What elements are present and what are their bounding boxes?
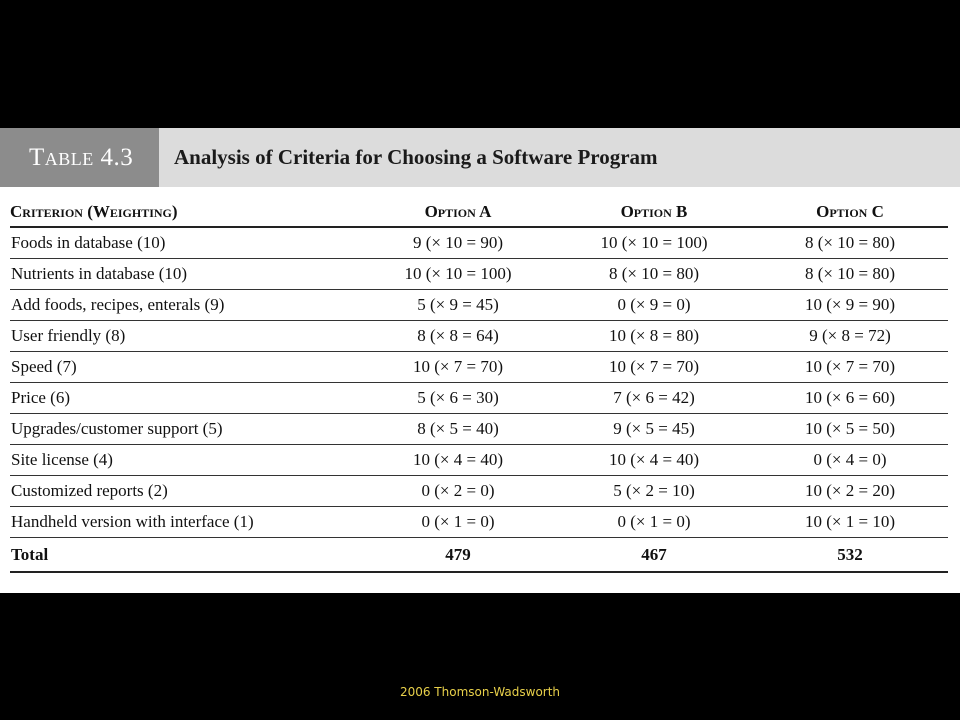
total-option-b: 467 [556,538,752,573]
table-label: Table 4.3 [0,128,159,187]
table-row [10,259,948,290]
row-option-a: 10 (× 4 = 40) [360,445,556,476]
row-option-c: 10 (× 1 = 10) [752,507,948,538]
criteria-table [10,198,948,573]
total-label: Total [10,538,360,573]
header-option-a: Option A [360,198,556,227]
row-option-c: 9 (× 8 = 72) [752,321,948,352]
row-criterion: Price (6) [10,383,360,414]
row-criterion: Foods in database (10) [10,227,360,259]
row-criterion: Handheld version with interface (1) [10,507,360,538]
row-option-c: 0 (× 4 = 0) [752,445,948,476]
total-option-c: 532 [752,538,948,573]
header-option-b: Option B [556,198,752,227]
slide-card [0,128,960,593]
row-criterion: User friendly (8) [10,321,360,352]
row-option-b: 10 (× 4 = 40) [556,445,752,476]
row-option-a: 8 (× 8 = 64) [360,321,556,352]
row-option-b: 5 (× 2 = 10) [556,476,752,507]
total-option-a: 479 [360,538,556,573]
table-title: Analysis of Criteria for Choosing a Software Program [174,145,658,169]
row-option-c: 10 (× 9 = 90) [752,290,948,321]
table-row [10,321,948,352]
row-option-c: 8 (× 10 = 80) [752,259,948,290]
row-option-c: 10 (× 6 = 60) [752,383,948,414]
row-option-b: 0 (× 9 = 0) [556,290,752,321]
row-option-c: 10 (× 2 = 20) [752,476,948,507]
row-criterion: Site license (4) [10,445,360,476]
table-row [10,445,948,476]
row-option-a: 10 (× 7 = 70) [360,352,556,383]
row-option-b: 8 (× 10 = 80) [556,259,752,290]
row-option-b: 10 (× 10 = 100) [556,227,752,259]
row-option-a: 9 (× 10 = 90) [360,227,556,259]
row-option-c: 10 (× 7 = 70) [752,352,948,383]
row-criterion: Add foods, recipes, enterals (9) [10,290,360,321]
row-option-c: 10 (× 5 = 50) [752,414,948,445]
table-row [10,352,948,383]
row-criterion: Speed (7) [10,352,360,383]
table-row [10,290,948,321]
header-option-c: Option C [752,198,948,227]
table-row [10,476,948,507]
row-option-b: 0 (× 1 = 0) [556,507,752,538]
total-row [10,538,948,573]
row-option-b: 7 (× 6 = 42) [556,383,752,414]
row-criterion: Upgrades/customer support (5) [10,414,360,445]
row-option-a: 5 (× 6 = 30) [360,383,556,414]
header-criterion: Criterion (Weighting) [10,198,360,227]
table-row [10,507,948,538]
row-option-a: 8 (× 5 = 40) [360,414,556,445]
table-row [10,414,948,445]
copyright-footer: 2006 Thomson-Wadsworth [399,685,561,699]
row-option-a: 5 (× 9 = 45) [360,290,556,321]
row-option-b: 10 (× 8 = 80) [556,321,752,352]
title-bar [0,128,960,187]
row-option-b: 9 (× 5 = 45) [556,414,752,445]
row-criterion: Nutrients in database (10) [10,259,360,290]
row-option-c: 8 (× 10 = 80) [752,227,948,259]
table-body [10,227,948,572]
row-criterion: Customized reports (2) [10,476,360,507]
table-row [10,383,948,414]
row-option-a: 0 (× 1 = 0) [360,507,556,538]
row-option-a: 0 (× 2 = 0) [360,476,556,507]
header-row [10,198,948,227]
row-option-b: 10 (× 7 = 70) [556,352,752,383]
table-container [10,198,948,573]
row-option-a: 10 (× 10 = 100) [360,259,556,290]
table-row [10,227,948,259]
